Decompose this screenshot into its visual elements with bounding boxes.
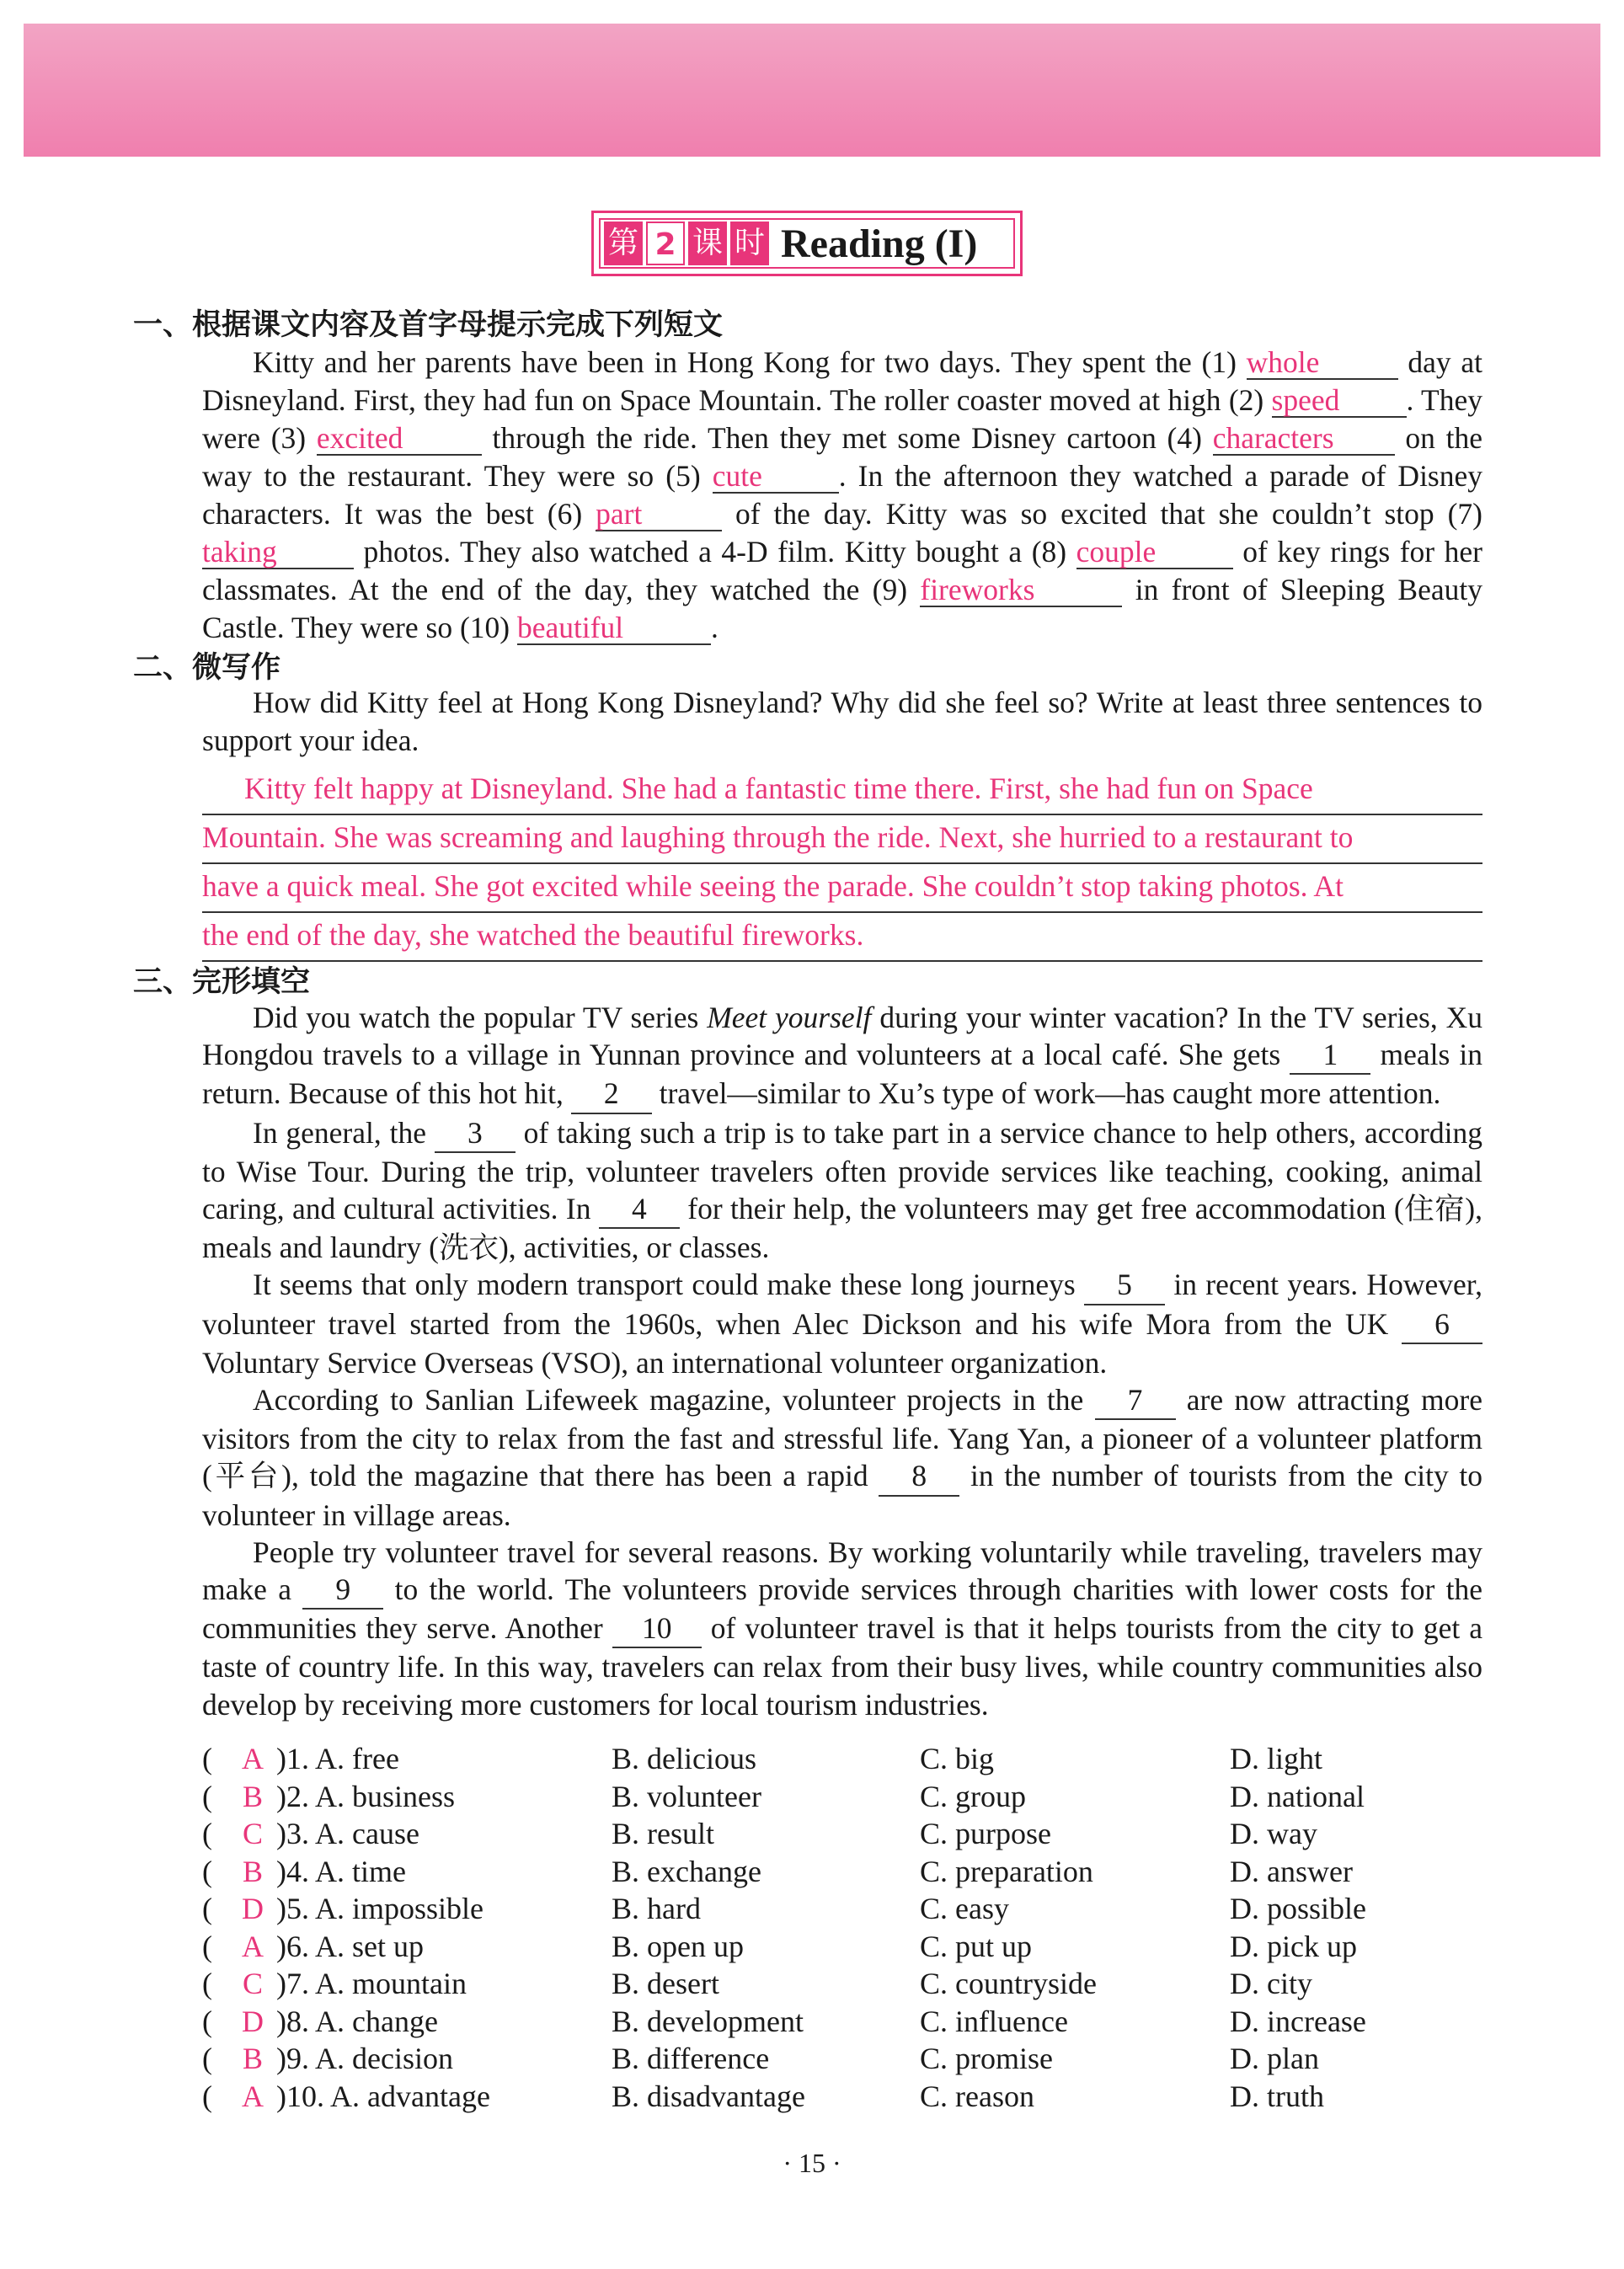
lesson-char-1: 课 bbox=[688, 222, 727, 265]
lesson-title bbox=[591, 211, 1023, 276]
option-row-1: ( A ) 1. A. free B. delicious C. big D. light bbox=[202, 1740, 1499, 1778]
lesson-number: 2 bbox=[646, 222, 685, 265]
option-b: B. exchange bbox=[612, 1854, 761, 1888]
section2-prompt: How did Kitty feel at Hong Kong Disneyland? Why did she feel so? Write at least three sentences to support your idea. bbox=[202, 686, 1482, 757]
option-b: B. volunteer bbox=[612, 1779, 761, 1813]
option-row-5: ( D ) 5. A. impossible B. hard C. easy D. possible bbox=[202, 1890, 1499, 1928]
option-row-10: ( A ) 10. A. advantage B. disadvantage C. reason D. truth bbox=[202, 2078, 1499, 2116]
option-d: D. answer bbox=[1230, 1854, 1353, 1888]
section2-heading: 二、微写作 bbox=[133, 651, 281, 685]
option-row-8: ( D ) 8. A. change B. development C. influence D. increase bbox=[202, 2003, 1499, 2041]
option-d: D. plan bbox=[1230, 2042, 1319, 2075]
option-row-3: ( C ) 3. A. cause B. result C. purpose D. way bbox=[202, 1815, 1499, 1853]
option-a: 7. A. mountain bbox=[286, 1967, 467, 2000]
option-b: B. development bbox=[612, 2004, 804, 2038]
option-d: D. national bbox=[1230, 1779, 1365, 1813]
option-answer: A bbox=[242, 2079, 264, 2113]
option-b: B. result bbox=[612, 1817, 714, 1850]
answer-1: whole bbox=[1247, 346, 1398, 380]
option-a: 4. A. time bbox=[286, 1854, 406, 1888]
section1-passage: Kitty and her parents have been in Hong Kong for two days. They spent the (1) whole day at Disneyland. First, they had fun on Space Mountain. The roller coaster moved at high (2) speed . They were (3) excited through the ride. Then they met some Disney cartoon (4) characters on the way to the restaurant. They were so (5) cute . In the afternoon they watched a parade of Disney characters. It was the best (6) part of the day. Kitty was so excited that she couldn’t stop (7) taking photos. They also watched a 4-D film. Kitty bought a (8) couple of key rings for her classmates. At the end of the day, they watched the (9) fireworks in front of Sleeping Beauty Castle. They were so (10) beautiful . bbox=[202, 345, 1483, 644]
option-b: B. difference bbox=[612, 2042, 770, 2075]
answer-4: characters bbox=[1213, 422, 1395, 456]
option-answer: D bbox=[242, 1892, 264, 1925]
option-c: C. promise bbox=[920, 2042, 1053, 2075]
option-a: 3. A. cause bbox=[286, 1817, 419, 1850]
option-answer: B bbox=[242, 1779, 263, 1813]
option-b: B. delicious bbox=[612, 1742, 756, 1775]
option-c: C. countryside bbox=[920, 1967, 1097, 2000]
option-c: C. preparation bbox=[920, 1854, 1093, 1888]
option-b: B. open up bbox=[612, 1929, 744, 1963]
option-d: D. truth bbox=[1230, 2079, 1324, 2113]
answer-2: speed bbox=[1272, 384, 1407, 418]
answer-10: beautiful bbox=[517, 611, 711, 645]
option-answer: C bbox=[242, 1817, 263, 1850]
option-answer: A bbox=[242, 1929, 264, 1963]
option-row-7: ( C ) 7. A. mountain B. desert C. countryside D. city bbox=[202, 1965, 1499, 2003]
option-c: C. reason bbox=[920, 2079, 1034, 2113]
option-answer: D bbox=[242, 2004, 264, 2038]
option-c: C. influence bbox=[920, 2004, 1068, 2038]
answer-9: fireworks bbox=[920, 574, 1122, 607]
option-row-2: ( B ) 2. A. business B. volunteer C. group D. national bbox=[202, 1778, 1499, 1816]
option-d: D. increase bbox=[1230, 2004, 1366, 2038]
option-row-6: ( A ) 6. A. set up B. open up C. put up D. pick up bbox=[202, 1928, 1499, 1966]
writing-line: have a quick meal. She got excited while seeing the parade. She couldn’t stop taking photos. At bbox=[202, 864, 1482, 913]
option-answer: C bbox=[242, 1967, 263, 2000]
writing-answer bbox=[202, 766, 1482, 962]
writing-line: the end of the day, she watched the beautiful fireworks. bbox=[202, 913, 1482, 962]
answer-8: couple bbox=[1076, 536, 1233, 569]
option-d: D. light bbox=[1230, 1742, 1323, 1775]
option-c: C. easy bbox=[920, 1892, 1009, 1925]
section3-heading: 三、完形填空 bbox=[133, 965, 311, 999]
option-c: C. group bbox=[920, 1779, 1026, 1813]
cloze-passage: Did you watch the popular TV series Meet yourself during your winter vacation? In the TV series, Xu Hongdou travels to a village in Yunnan province and volunteers at a local café. She gets 1 meals in return. Because of this hot hit, 2 travel—similar to Xu’s type of work—has caught more attention. In general, the 3 of taking such a trip is to take part in a service chance to help others, according to Wise Tour. During the trip, volunteer travelers often provide services like teaching, cooking, animal caring, and cultural activities. In 4 for their help, the volunteers may get free accommodation (住宿), meals and laundry (洗衣), activities, or classes. It seems that only modern transport could make these long journeys 5 in recent years. However, volunteer travel started from the 1960s, when Alec Dickson and his wife Mora from the UK 6 Voluntary Service Overseas (VSO), an international volunteer organization. According to Sanlian Lifeweek magazine, volunteer projects in the 7 are now attracting more visitors from the city to relax from the fast and stressful life. Yang Yan, a pioneer of a volunteer platform (平台), told the magazine that there has been a rapid 8 in the number of tourists from the city to volunteer in village areas. People try volunteer travel for several reasons. By working voluntarily while traveling, travelers may make a 9 to the world. The volunteers provide services through charities with lower costs for the communities they serve. Another 10 of volunteer travel is that it helps tourists from the city to get a taste of country life. In this way, travelers can relax from their busy lives, while country communities also develop by receiving more customers for local tourism industries. bbox=[202, 1001, 1482, 1722]
lesson-prefix: 第 bbox=[604, 222, 643, 265]
option-answer: B bbox=[242, 2042, 263, 2075]
answer-3: excited bbox=[317, 422, 482, 456]
lesson-title-text: Reading (I) bbox=[781, 221, 978, 266]
option-d: D. city bbox=[1230, 1967, 1312, 2000]
options-list bbox=[202, 1740, 1499, 2115]
option-c: C. purpose bbox=[920, 1817, 1051, 1850]
option-answer: B bbox=[242, 1854, 263, 1888]
answer-5: cute bbox=[713, 460, 839, 494]
section1-heading: 一、根据课文内容及首字母提示完成下列短文 bbox=[133, 308, 724, 342]
lesson-char-2: 时 bbox=[730, 222, 769, 265]
option-d: D. way bbox=[1230, 1817, 1317, 1850]
option-answer: A bbox=[242, 1742, 264, 1775]
option-row-4: ( B ) 4. A. time B. exchange C. preparation D. answer bbox=[202, 1853, 1499, 1891]
option-c: C. put up bbox=[920, 1929, 1033, 1963]
option-a: 5. A. impossible bbox=[286, 1892, 484, 1925]
option-a: 1. A. free bbox=[286, 1742, 399, 1775]
option-b: B. disadvantage bbox=[612, 2079, 805, 2113]
option-d: D. pick up bbox=[1230, 1929, 1357, 1963]
answer-6: part bbox=[596, 498, 722, 531]
header-band bbox=[24, 24, 1600, 157]
option-row-9: ( B ) 9. A. decision B. difference C. promise D. plan bbox=[202, 2040, 1499, 2078]
option-a: 8. A. change bbox=[286, 2004, 438, 2038]
option-a: 10. A. advantage bbox=[286, 2079, 490, 2113]
writing-line: Kitty felt happy at Disneyland. She had a fantastic time there. First, she had fun on Space bbox=[202, 766, 1482, 815]
option-a: 2. A. business bbox=[286, 1779, 456, 1813]
page-number: · 15 · bbox=[783, 2148, 841, 2178]
option-b: B. hard bbox=[612, 1892, 701, 1925]
option-c: C. big bbox=[920, 1742, 995, 1775]
writing-line: Mountain. She was screaming and laughing through the ride. Next, she hurried to a restaurant to bbox=[202, 815, 1482, 864]
option-b: B. desert bbox=[612, 1967, 719, 2000]
option-a: 6. A. set up bbox=[286, 1929, 425, 1963]
option-d: D. possible bbox=[1230, 1892, 1366, 1925]
option-a: 9. A. decision bbox=[286, 2042, 453, 2075]
answer-7: taking bbox=[202, 536, 354, 569]
